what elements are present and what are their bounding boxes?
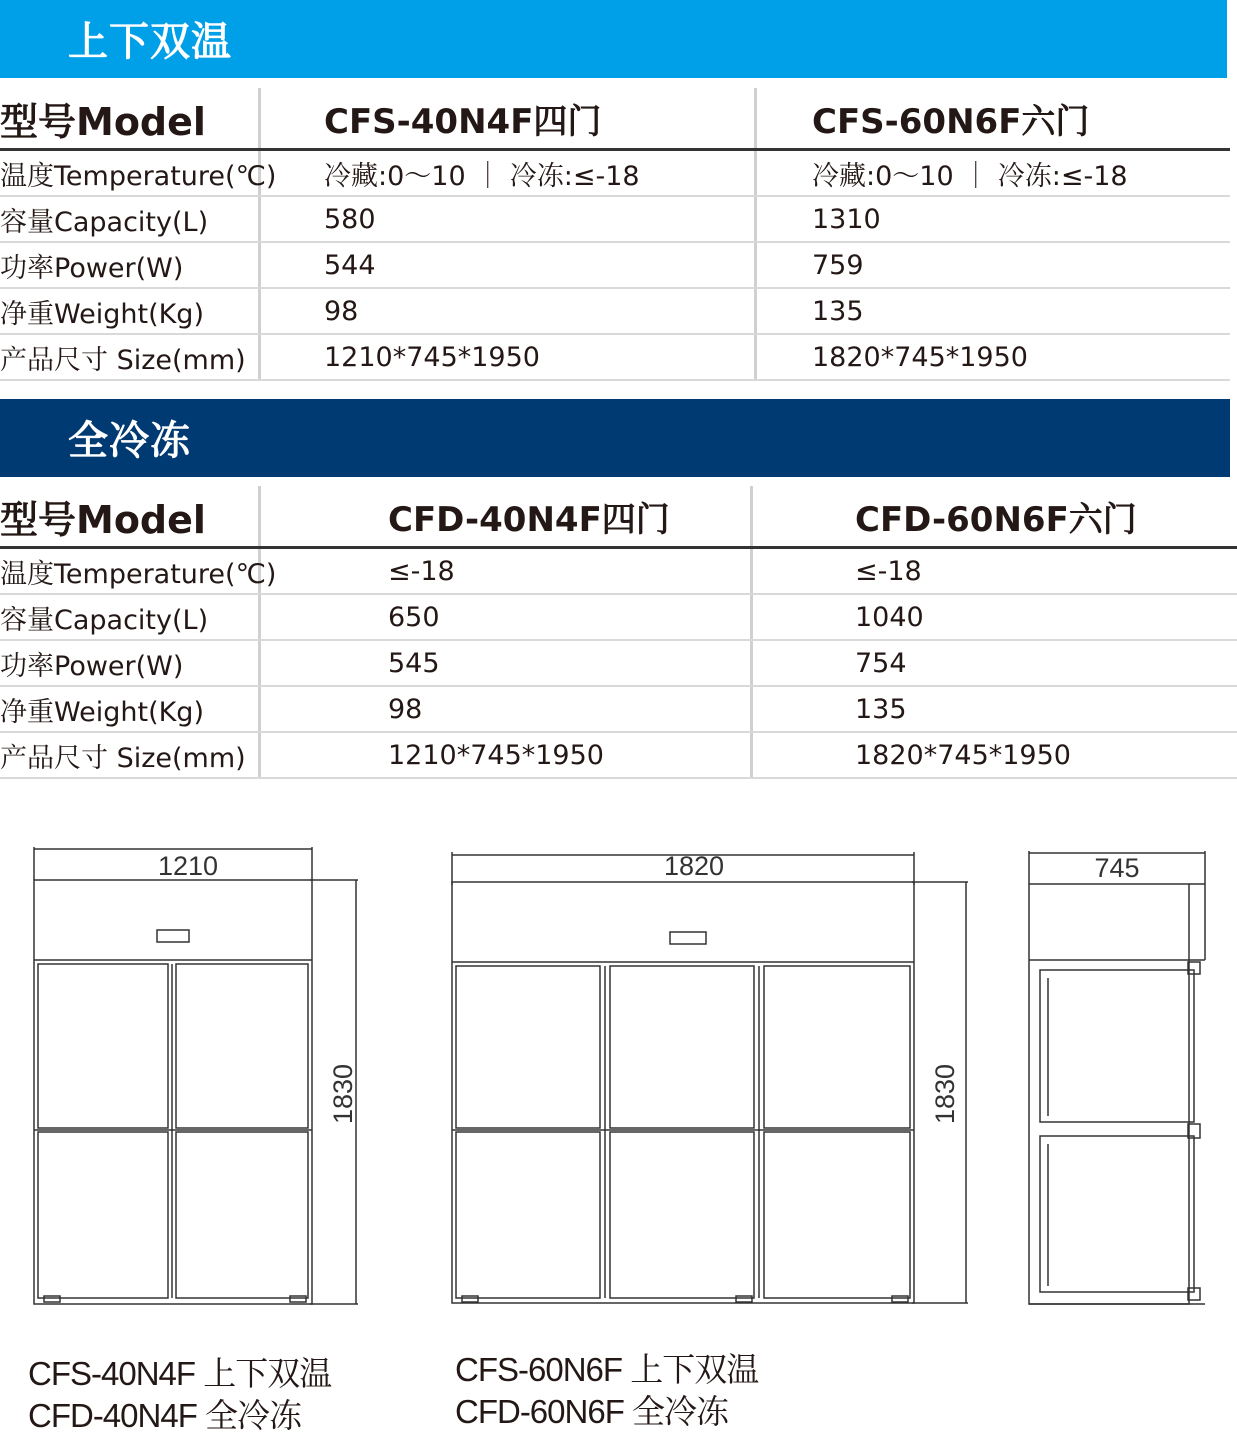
four-door-height-label: 1830: [328, 1063, 358, 1125]
row-label: 功率Power(W): [0, 243, 261, 287]
row-value-col2: 754: [855, 647, 907, 679]
six-door-width-label: 1820: [663, 851, 725, 881]
row-label: 温度Temperature(℃): [0, 151, 261, 195]
row-label: 产品尺寸 Size(mm): [0, 335, 261, 379]
row-label: 净重Weight(Kg): [0, 687, 261, 731]
row-value-col1: 1210*745*1950: [388, 739, 604, 771]
row-value-col1: 98: [388, 693, 423, 725]
section-banner-dual-temp: [0, 0, 1227, 78]
six-door-drawing: [452, 852, 968, 1303]
row-value-col2: 1820*745*1950: [855, 739, 1071, 771]
header-model-col1: CFS-40N4F四门: [324, 101, 602, 142]
row-label: 产品尺寸 Size(mm): [0, 733, 261, 777]
row-value-col1: 650: [388, 601, 440, 633]
section-title: 上下双温: [68, 19, 232, 65]
table-row: [0, 733, 1237, 779]
row-value-col2: 135: [855, 693, 907, 725]
caption-right-line2: CFD-60N6F 全冷冻: [455, 1393, 729, 1430]
row-label: 净重Weight(Kg): [0, 289, 261, 333]
section-title: 全冷冻: [68, 418, 191, 464]
table-row: [0, 197, 1230, 243]
six-door-height-label: 1830: [930, 1063, 960, 1125]
row-value-col2: ≤-18: [855, 555, 922, 587]
header-label: 型号Model: [0, 486, 261, 546]
row-value-col1: 冷藏:0～10 ｜ 冷冻:≤-18: [324, 160, 640, 192]
table-row: [0, 289, 1230, 335]
table-row: [0, 243, 1230, 289]
header-model-col1: CFD-40N4F四门: [388, 499, 670, 540]
header-model-col2: CFS-60N6F六门: [812, 101, 1090, 142]
table-header-row: [0, 486, 1237, 549]
table-row: [0, 549, 1237, 595]
caption-left-line1: CFS-40N4F 上下双温: [28, 1355, 332, 1392]
caption-left-line2: CFD-40N4F 全冷冻: [28, 1397, 302, 1434]
header-label: 型号Model: [0, 88, 261, 148]
row-value-col2: 冷藏:0～10 ｜ 冷冻:≤-18: [812, 160, 1128, 192]
row-value-col2: 1820*745*1950: [812, 341, 1028, 373]
row-label: 容量Capacity(L): [0, 595, 261, 639]
row-value-col2: 759: [812, 249, 864, 281]
header-model-col2: CFD-60N6F六门: [855, 499, 1137, 540]
table-row: [0, 335, 1230, 381]
row-value-col1: 580: [324, 203, 376, 235]
row-value-col1: 98: [324, 295, 359, 327]
side-depth-label: 745: [1094, 853, 1140, 883]
dimension-drawings: [0, 820, 1237, 1320]
row-label: 功率Power(W): [0, 641, 261, 685]
four-door-width-label: 1210: [157, 851, 219, 881]
table-row: [0, 595, 1237, 641]
row-value-col2: 135: [812, 295, 864, 327]
row-value-col1: ≤-18: [388, 555, 455, 587]
table-header-row: [0, 88, 1230, 151]
table-row: [0, 687, 1237, 733]
row-label: 温度Temperature(℃): [0, 549, 261, 593]
caption-right-line1: CFS-60N6F 上下双温: [455, 1351, 759, 1388]
row-label: 容量Capacity(L): [0, 197, 261, 241]
four-door-drawing: [34, 847, 358, 1304]
table-row: [0, 151, 1230, 197]
side-view-drawing: [1029, 851, 1205, 1304]
row-value-col2: 1040: [855, 601, 924, 633]
table-row: [0, 641, 1237, 687]
row-value-col1: 1210*745*1950: [324, 341, 540, 373]
row-value-col1: 545: [388, 647, 440, 679]
section-banner-full-freeze: [0, 399, 1230, 477]
row-value-col2: 1310: [812, 203, 881, 235]
row-value-col1: 544: [324, 249, 376, 281]
